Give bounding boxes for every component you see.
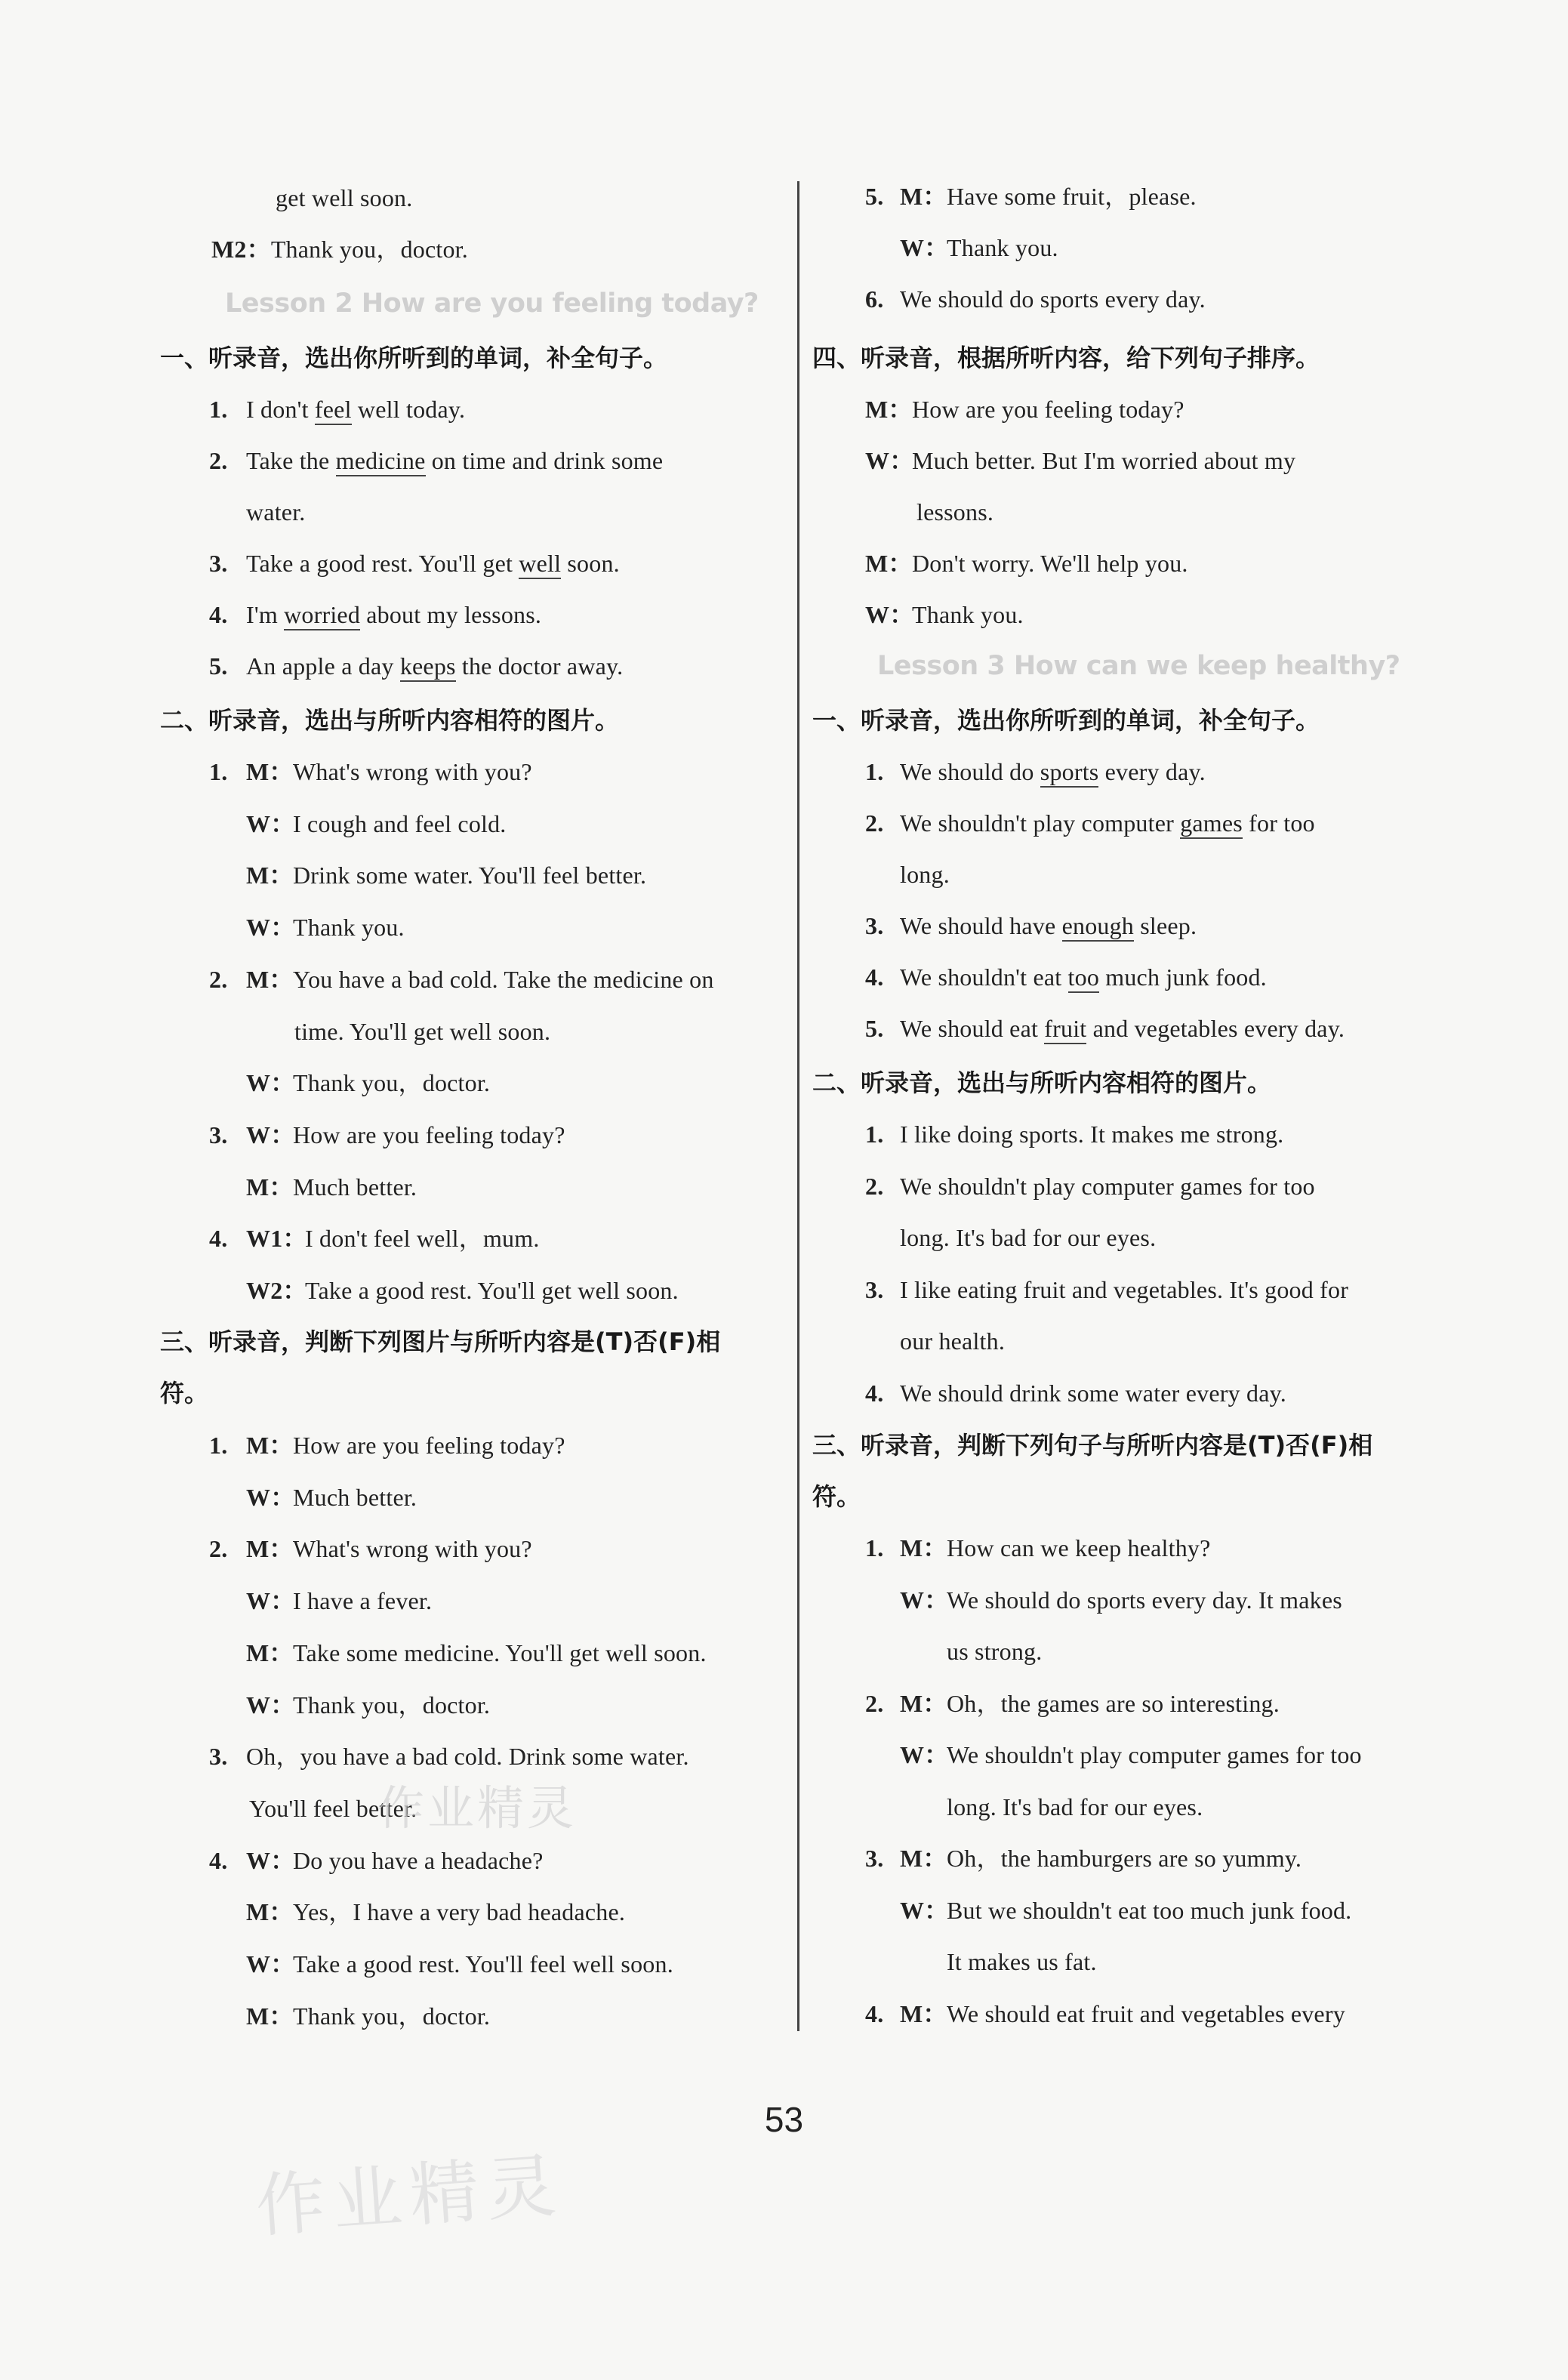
item-number: 4.: [865, 963, 884, 991]
dialogue-text: Don't worry. We'll help you.: [912, 550, 1188, 577]
dialogue-text: Thank you.: [912, 601, 1024, 628]
item-number: 1.: [209, 396, 228, 423]
dialogue-text: Much better.: [293, 1173, 417, 1201]
dialogue-text: We shouldn't play computer games for too: [947, 1741, 1362, 1768]
speaker: M：: [246, 1432, 294, 1459]
item-number: 2.: [865, 809, 884, 837]
answer-word: keeps: [400, 652, 456, 682]
speaker: W：: [900, 1586, 949, 1614]
dialogue-text: Thank you.: [293, 914, 405, 942]
watermark: 作业精灵: [253, 2144, 566, 2248]
answer-word: worried: [284, 601, 360, 630]
sentence-text: We shouldn't eat: [900, 963, 1068, 991]
page-number: 53: [764, 2100, 804, 2139]
speaker: M：: [246, 2002, 294, 2030]
speaker: W：: [900, 1896, 949, 1924]
dialogue-text: Oh，the hamburgers are so yummy.: [947, 1845, 1302, 1872]
sentence-line: [209, 444, 663, 477]
sentence-text: on time and drink some: [425, 447, 664, 474]
dialogue-text: You'll feel better.: [249, 1794, 417, 1822]
item-number: 2.: [209, 447, 228, 474]
speaker: M：: [900, 1999, 947, 2027]
speaker: W：: [246, 1950, 295, 1978]
speaker: M：: [246, 1173, 294, 1201]
dialogue-text: long. It's bad for our eyes.: [947, 1793, 1203, 1820]
item-number: 3.: [209, 550, 228, 577]
speaker: M：: [865, 550, 913, 577]
dialogue-text: It makes us fat.: [947, 1948, 1097, 1975]
lesson-2-title: Lesson 2 How are you feeling today?: [225, 288, 759, 319]
sentence-text: We shouldn't play computer games for too: [900, 1172, 1315, 1200]
sentence-text: We should eat: [900, 1015, 1045, 1042]
item-number: 3.: [209, 1743, 228, 1771]
dialogue-text: What's wrong with you?: [293, 1535, 532, 1563]
sentence-text: long. It's bad for our eyes.: [900, 1224, 1157, 1251]
answer-word: games: [1180, 809, 1243, 839]
speaker: M：: [246, 862, 294, 889]
dialogue-text: lessons.: [916, 498, 994, 526]
dialogue-text: Take a good rest. You'll feel well soon.: [293, 1950, 673, 1978]
item-number: 4.: [209, 1846, 228, 1874]
sentence-text: for too: [1242, 809, 1315, 837]
dialogue-text: Oh，you have a bad cold. Drink some water.: [246, 1743, 689, 1771]
speaker: W2：: [246, 1277, 307, 1304]
sentence-text: soon.: [561, 550, 620, 577]
item-number: 2.: [209, 1535, 228, 1563]
sentence-text: We should have: [900, 912, 1062, 939]
speaker: M：: [900, 1689, 947, 1717]
sentence-text: I like doing sports. It makes me strong.: [900, 1121, 1284, 1148]
dialogue-text: How can we keep healthy?: [947, 1534, 1211, 1561]
item-number: 4.: [209, 601, 228, 628]
text-line: get well soon.: [276, 184, 413, 211]
dialogue-text: We should do sports every day.: [900, 285, 1206, 313]
sentence-line: [209, 547, 620, 580]
dialogue-text: But we shouldn't eat too much junk food.: [947, 1896, 1352, 1924]
sentence-line: [900, 858, 950, 891]
stamp-watermark: 作业精灵: [377, 1780, 578, 1836]
section-heading: 一、听录音，选出你所听到的单词，补全句子。: [812, 706, 1320, 735]
dialogue-text: Much better.: [293, 1483, 417, 1511]
dialogue-text: Drink some water. You'll feel better.: [293, 862, 647, 889]
section-heading: 二、听录音，选出与所听内容相符的图片。: [812, 1068, 1272, 1097]
item-number: 4.: [865, 1379, 884, 1407]
item-number: 3.: [209, 1121, 228, 1148]
speaker: M：: [246, 965, 294, 993]
dialogue-text: We should eat fruit and vegetables every: [947, 1999, 1345, 2027]
sentence-text: Take a good rest. You'll get: [246, 550, 519, 577]
item-number: 2.: [865, 1689, 884, 1717]
sentence-line: [209, 649, 623, 683]
item-number: 3.: [865, 912, 884, 939]
item-number: 5.: [865, 183, 884, 210]
sentence-text: long.: [900, 861, 950, 888]
dialogue-text: Do you have a headache?: [293, 1846, 544, 1874]
sentence-line: [865, 806, 1315, 840]
sentence-text: Take the: [246, 447, 336, 474]
item-number: 1.: [865, 1121, 884, 1148]
sentence-text: every day.: [1098, 758, 1206, 785]
speaker: W：: [246, 1069, 295, 1097]
dialogue-text: Yes，I have a very bad headache.: [293, 1898, 626, 1926]
section-heading: 二、听录音，选出与所听内容相符的图片。: [160, 706, 620, 735]
answer-word: enough: [1062, 912, 1134, 942]
section-heading: 符。: [160, 1379, 209, 1407]
dialogue-text: Have some fruit，please.: [947, 183, 1197, 210]
speaker: M：: [246, 1898, 294, 1926]
speaker: W：: [246, 1587, 295, 1615]
speaker: W：: [865, 447, 914, 474]
sentence-text: We should do: [900, 758, 1040, 785]
speaker: W：: [246, 1483, 295, 1511]
answer-word: too: [1068, 963, 1100, 993]
item-number: 6.: [865, 285, 884, 313]
sentence-text: I don't: [246, 396, 315, 423]
dialogue-text: Oh，the games are so interesting.: [947, 1689, 1280, 1717]
answer-word: medicine: [336, 447, 426, 476]
item-number: 2.: [209, 965, 228, 993]
sentence-text: We shouldn't play computer: [900, 809, 1181, 837]
speaker: W：: [246, 914, 295, 942]
dialogue-text: What's wrong with you?: [293, 758, 532, 785]
sentence-text: water.: [246, 498, 306, 526]
item-number: 2.: [865, 1172, 884, 1200]
item-number: 5.: [865, 1015, 884, 1042]
item-number: 1.: [865, 758, 884, 785]
item-number: 1.: [865, 1534, 884, 1561]
sentence-line: [865, 909, 1197, 942]
lesson-3-title: Lesson 3 How can we keep healthy?: [877, 651, 1400, 681]
answer-word: sports: [1040, 758, 1099, 788]
dialogue-text: Thank you，doctor.: [270, 236, 468, 263]
sentence-text: I'm: [246, 601, 285, 628]
sentence-line: [209, 598, 541, 631]
sentence-line: [865, 755, 1206, 788]
sentence-text: the doctor away.: [455, 652, 624, 680]
item-number: 3.: [865, 1845, 884, 1872]
sentence-line: [865, 1012, 1345, 1045]
dialogue-text: time. You'll get well soon.: [294, 1017, 551, 1045]
speaker: M：: [246, 758, 294, 785]
sentence-text: An apple a day: [246, 652, 400, 680]
dialogue-text: You have a bad cold. Take the medicine on: [293, 965, 714, 993]
sentence-text: much junk food.: [1099, 963, 1267, 991]
item-number: 3.: [865, 1275, 884, 1303]
speaker: M：: [900, 183, 947, 210]
sentence-text: We should drink some water every day.: [900, 1379, 1286, 1407]
speaker: W：: [246, 809, 295, 837]
dialogue-text: Take a good rest. You'll get well soon.: [305, 1277, 679, 1304]
item-number: 5.: [209, 652, 228, 680]
speaker: W：: [246, 1846, 295, 1874]
dialogue-text: I don't feel well，mum.: [305, 1225, 540, 1253]
dialogue-text: How are you feeling today?: [293, 1121, 565, 1148]
answer-word: fruit: [1044, 1015, 1086, 1044]
speaker: W：: [900, 234, 949, 261]
speaker: W：: [865, 601, 914, 628]
sentence-line: [209, 393, 465, 426]
speaker: W：: [246, 1691, 295, 1719]
speaker: M：: [246, 1639, 294, 1666]
dialogue-line: [211, 233, 468, 266]
dialogue-text: Thank you，doctor.: [293, 1691, 491, 1719]
speaker: W1：: [246, 1225, 307, 1253]
answer-word: well: [519, 550, 561, 579]
sentence-text: about my lessons.: [360, 601, 542, 628]
sentence-text: and vegetables every day.: [1086, 1015, 1345, 1042]
item-number: 4.: [865, 1999, 884, 2027]
speaker: M：: [900, 1845, 947, 1872]
speaker: W：: [246, 1121, 295, 1148]
dialogue-text: Thank you.: [947, 234, 1058, 261]
section-heading: 四、听录音，根据所听内容，给下列句子排序。: [812, 344, 1320, 372]
sentence-text: our health.: [900, 1327, 1006, 1355]
item-number: 1.: [209, 758, 228, 785]
sentence-line: [246, 495, 306, 529]
speaker: M：: [900, 1534, 947, 1561]
speaker: M：: [246, 1535, 294, 1563]
speaker: M2：: [211, 236, 271, 263]
dialogue-text: We should do sports every day. It makes: [947, 1586, 1342, 1614]
dialogue-text: Take some medicine. You'll get well soon.: [293, 1639, 707, 1666]
dialogue-text: us strong.: [947, 1638, 1043, 1665]
dialogue-text: I cough and feel cold.: [293, 809, 507, 837]
section-heading: 三、听录音，判断下列图片与所听内容是(T)否(F)相: [160, 1327, 721, 1356]
column-divider: [797, 181, 799, 2031]
speaker: W：: [900, 1741, 949, 1768]
sentence-text: well today.: [351, 396, 466, 423]
sentence-text: I like eating fruit and vegetables. It's good for: [900, 1275, 1349, 1303]
sentence-line: [865, 960, 1267, 994]
sentence-text: sleep.: [1134, 912, 1197, 939]
dialogue-text: Much better. But I'm worried about my: [912, 447, 1296, 474]
item-number: 1.: [209, 1432, 228, 1459]
item-number: 4.: [209, 1225, 228, 1253]
section-heading: 一、听录音，选出你所听到的单词，补全句子。: [160, 344, 668, 372]
dialogue-text: Thank you，doctor.: [293, 2002, 491, 2030]
dialogue-text: How are you feeling today?: [912, 396, 1184, 423]
answer-word: feel: [315, 396, 352, 425]
dialogue-text: Thank you，doctor.: [293, 1069, 491, 1097]
dialogue-text: I have a fever.: [293, 1587, 433, 1615]
dialogue-text: How are you feeling today?: [293, 1432, 565, 1459]
section-heading: 三、听录音，判断下列句子与所听内容是(T)否(F)相: [812, 1431, 1373, 1460]
section-heading: 符。: [812, 1482, 861, 1511]
speaker: M：: [865, 396, 913, 423]
